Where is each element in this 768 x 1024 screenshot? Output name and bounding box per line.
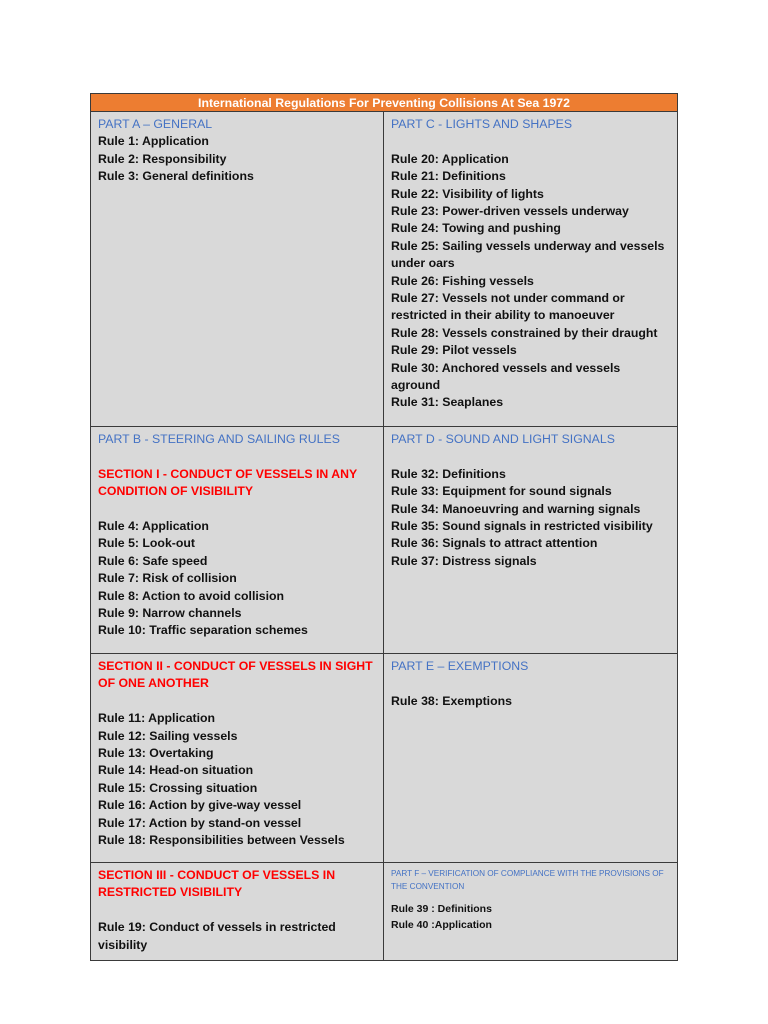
part-b-cell <box>91 427 384 654</box>
rule-item: Rule 7: Risk of collision <box>98 571 237 586</box>
section-2-cell <box>91 654 384 863</box>
rule-item: Rule 20: Application <box>391 151 509 166</box>
part-d-heading: PART D - SOUND AND LIGHT SIGNALS <box>391 432 615 446</box>
section-3-cell <box>91 863 384 961</box>
rule-item: Rule 13: Overtaking <box>98 746 214 761</box>
rule-item: Rule 15: Crossing situation <box>98 780 258 795</box>
part-b-heading: PART B - STEERING AND SAILING RULES <box>98 432 340 446</box>
part-e-rules <box>391 693 671 710</box>
rule-item: Rule 34: Manoeuvring and warning signals <box>391 501 641 516</box>
table-row <box>91 427 678 654</box>
part-c-rules <box>391 151 671 412</box>
rule-item: Rule 31: Seaplanes <box>391 395 504 410</box>
rule-item: Rule 1: Application <box>98 134 209 149</box>
rule-item: Rule 33: Equipment for sound signals <box>391 484 612 499</box>
part-c-cell <box>384 112 678 427</box>
rule-item: Rule 36: Signals to attract attention <box>391 536 598 551</box>
rule-item: Rule 29: Pilot vessels <box>391 343 517 358</box>
part-c-heading: PART C - LIGHTS AND SHAPES <box>391 117 573 131</box>
rule-item: Rule 8: Action to avoid collision <box>98 588 285 603</box>
part-d-cell <box>384 427 678 654</box>
section-1-rules <box>98 518 377 640</box>
rule-item: Rule 18: Responsibilities between Vessels <box>98 833 345 848</box>
part-e-cell <box>384 654 678 863</box>
rule-item: Rule 22: Visibility of lights <box>391 186 544 201</box>
part-f-heading: PART F – VERIFICATION OF COMPLIANCE WITH THE PROVISIONS OF THE CONVENTION <box>391 869 664 891</box>
rule-item: Rule 40 :Application <box>391 919 492 931</box>
rule-item: Rule 4: Application <box>98 519 209 533</box>
rule-item: Rule 10: Traffic separation schemes <box>98 623 308 638</box>
table-row <box>91 112 678 427</box>
rule-item: Rule 6: Safe speed <box>98 553 208 568</box>
rule-item: Rule 27: Vessels not under command or restricted in their ability to manoeuver <box>391 291 625 323</box>
part-a-cell <box>91 112 384 427</box>
rule-item: Rule 32: Definitions <box>391 466 506 481</box>
rule-item: Rule 24: Towing and pushing <box>391 221 561 236</box>
section-1-heading: SECTION I - CONDUCT OF VESSELS IN ANY CONDITION OF VISIBILITY <box>98 466 357 499</box>
rule-item: Rule 38: Exemptions <box>391 693 512 708</box>
section-2-heading: SECTION II - CONDUCT OF VESSELS IN SIGHT OF ONE ANOTHER <box>98 659 373 691</box>
part-f-cell <box>384 863 678 961</box>
rule-item: Rule 2: Responsibility <box>98 151 227 166</box>
section-3-rules <box>98 919 377 954</box>
rule-item: Rule 9: Narrow channels <box>98 606 242 621</box>
rule-item: Rule 12: Sailing vessels <box>98 728 238 743</box>
colregs-table <box>90 93 678 961</box>
table-title: International Regulations For Preventing Collisions At Sea 1972 <box>91 94 678 112</box>
section-3-heading: SECTION III - CONDUCT OF VESSELS IN RESTRICTED VISIBILITY <box>98 868 336 900</box>
part-a-heading: PART A – GENERAL <box>98 117 213 131</box>
rule-item: Rule 26: Fishing vessels <box>391 273 534 288</box>
rule-item: Rule 23: Power-driven vessels underway <box>391 204 629 219</box>
rule-item: Rule 3: General definitions <box>98 169 254 184</box>
table-row <box>91 863 678 961</box>
part-d-rules <box>391 466 671 570</box>
rule-item: Rule 5: Look-out <box>98 536 196 551</box>
rule-item: Rule 17: Action by stand-on vessel <box>98 815 302 830</box>
rule-item: Rule 35: Sound signals in restricted visibility <box>391 519 653 534</box>
part-a-rules <box>98 133 377 185</box>
rule-item: Rule 28: Vessels constrained by their draught <box>391 325 658 340</box>
rule-item: Rule 39 : Definitions <box>391 903 492 915</box>
rule-item: Rule 11: Application <box>98 711 216 726</box>
part-e-heading: PART E – EXEMPTIONS <box>391 659 529 673</box>
rule-item: Rule 30: Anchored vessels and vessels aground <box>391 360 621 393</box>
rule-item: Rule 37: Distress signals <box>391 553 537 568</box>
rule-item: Rule 16: Action by give-way vessel <box>98 798 302 813</box>
section-2-rules <box>98 710 377 849</box>
rule-item: Rule 19: Conduct of vessels in restricted visibility <box>98 920 336 952</box>
rule-item: Rule 14: Head-on situation <box>98 763 254 778</box>
title-row <box>91 94 678 112</box>
part-f-rules <box>391 901 671 933</box>
table-row <box>91 654 678 863</box>
rule-item: Rule 21: Definitions <box>391 169 506 184</box>
rule-item: Rule 25: Sailing vessels underway and vessels under oars <box>391 238 665 271</box>
